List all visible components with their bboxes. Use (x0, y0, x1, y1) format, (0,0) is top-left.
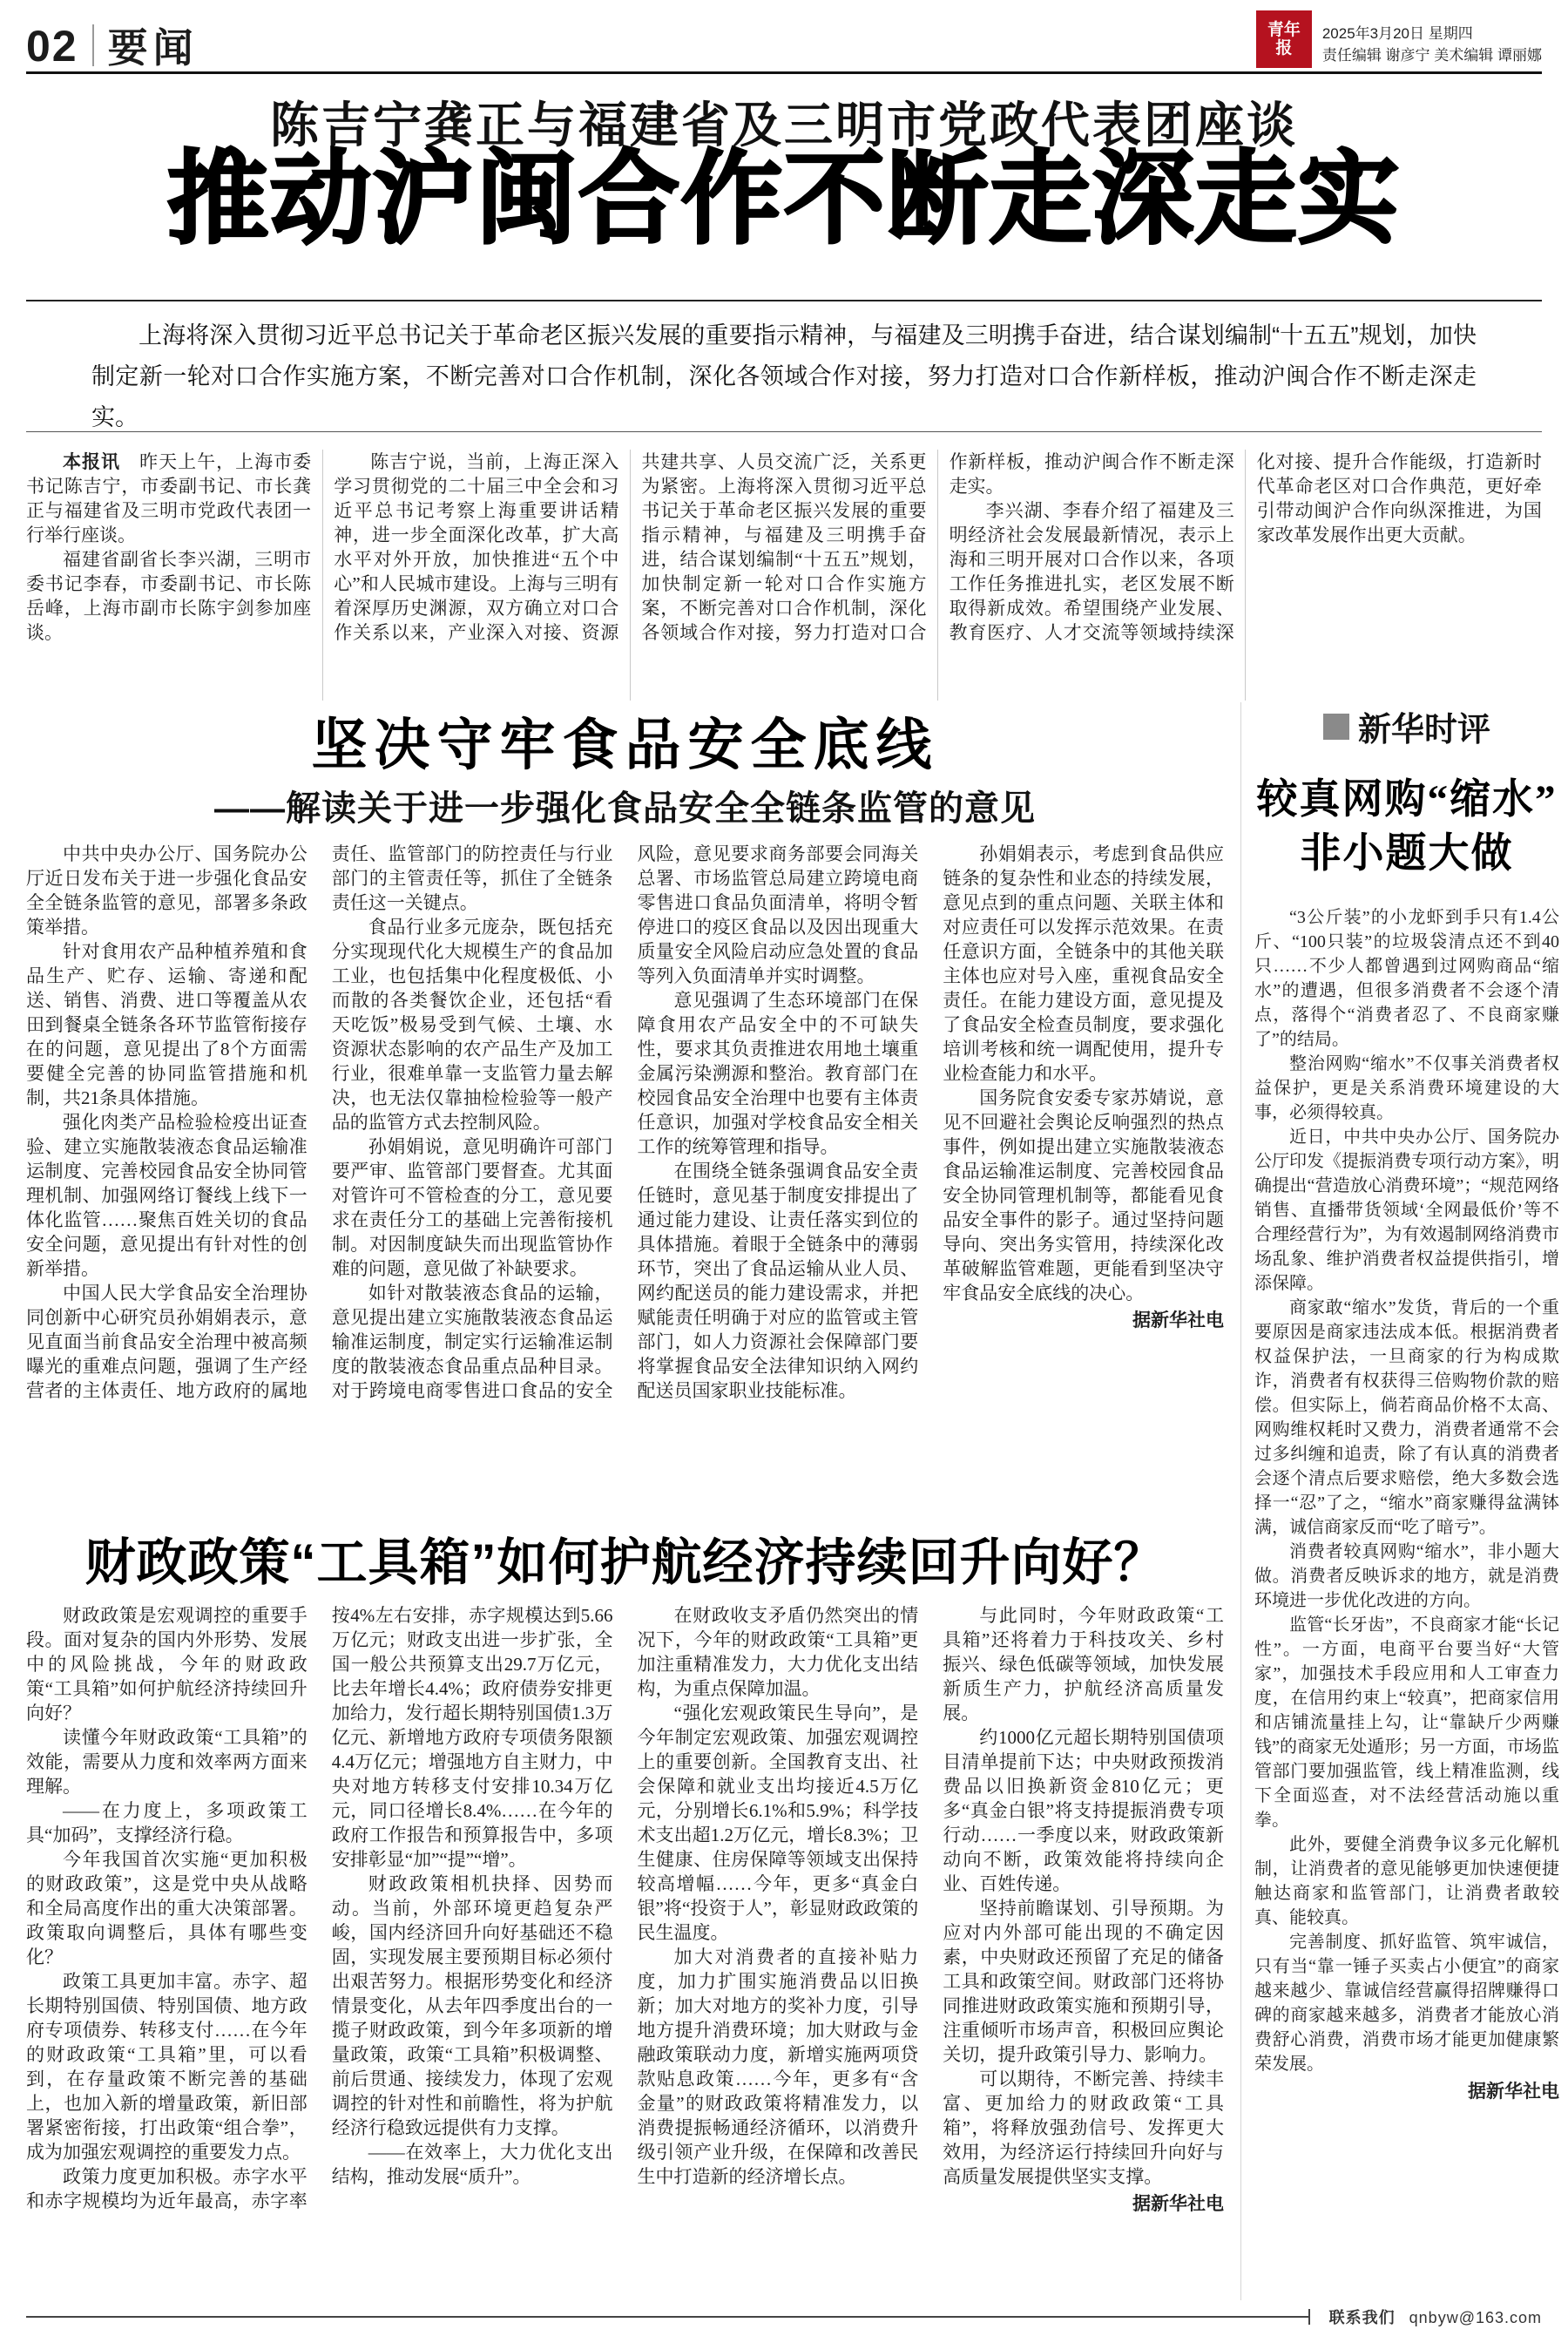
paragraph: “3公斤装”的小龙虾到手只有1.4公斤、“100只装”的垃圾袋清点还不到40只……不少人都曾遇到过网购商品“缩水”的遭遇，但很多消费者不会逐个清点，落得个“消费者忍了、不良商家赚了”的结局。 (1254, 908, 1559, 1049)
paragraph: 政策力度更加积极。赤字水平和赤字规模均为近年最高，赤字率按4%左右安排，赤字规模达到5.66万亿元；财政支出进一步扩张，全国一般公共预算支出29.7万亿元，比去年增长4.4%；政府债券安排更加给力，发行超长期特别国债1.3万亿元、新增地方政府专项债务限额4.4万亿元；增强地方自主财力，中央对地方转移支付安排10.34万亿元，同口径增长8.4%……在今年的政府工作报告和预算报告中，多项安排彰显“加”“提”“增”。 (26, 1605, 613, 2211)
paragraph: 监管“长牙齿”，不良商家才能“长记性”。一方面，电商平台要当好“大管家”，加强技术手段应用和人工审查力度，在信用约束上“较真”，把商家信用和店铺流量挂上勾，让“靠缺斤少两赚钱”的商家无处遁形；另一方面，市场监管部门要加强监管，线上精准监测，线下全面巡查，对不法经营活动施以重拳。 (1254, 1615, 1559, 1830)
paragraph: 读懂今年财政政策“工具箱”的效能，需要从力度和效率两方面来理解。 (26, 1727, 308, 1797)
commentary-body (1254, 905, 1559, 2104)
page-number: 02 (26, 22, 78, 71)
paragraph: 坚持前瞻谋划、引导预期。为应对内外部可能出现的不确定因素，中央财政还预留了充足的储备工具和政策空间。财政部门还将协同推进财政政策实施和预期引导，注重倾听市场声音，积极回应舆论关切，提升政策引导力、影响力。 (943, 1898, 1224, 2065)
intro-label: 本报讯 (63, 451, 140, 472)
header-divider (92, 24, 94, 66)
paragraph: 财政政策相机抉择、因势而动。当前，外部环境更趋复杂严峻，国内经济回升向好基础还不稳固，实现发展主要预期目标必须付出艰苦努力。根据形势变化和经济情景变化，从去年四季度出台的一揽子财政政策，到今年多项新的增量政策，政策“工具箱”积极调整、前后贯通、接续发力，体现了宏观调控的针对性和前瞻性，将为护航经济行稳致远提供有力支撑。 (331, 1873, 613, 2138)
header-rule (26, 71, 1542, 74)
intro-text: 昨天上午，上海市委书记陈吉宁，市委副书记、市长龚正与福建省及三明市党政代表团一行举行座谈。 (26, 451, 312, 545)
paragraph (26, 450, 311, 547)
paragraph: 强化肉类产品检验检疫出证查验、建立实施散装液态食品运输准运制度、完善校园食品安全协同管理机制、加强网络订餐线上线下一体化监管……聚焦百姓关切的食品安全问题，意见提出有针对性的创新举措。 (26, 1112, 308, 1279)
square-bullet-icon (1323, 714, 1349, 740)
masthead-logo (1256, 10, 1312, 68)
paragraph: 完善制度、抓好监管、筑牢诚信，只有当“靠一锤子买卖占小便宜”的商家越来越少、靠诚信经营赢得招牌赚得口碑的商家越来越多，消费者才能放心消费舒心消费，消费市场才能更加健康繁荣发展。 (1254, 1933, 1559, 2074)
section-title: 要闻 (107, 25, 199, 71)
footer-rule (26, 2316, 1308, 2318)
masthead-logo-text: 青年报 (1267, 21, 1301, 58)
lead-story-kicker: 陈吉宁龚正与福建省及三明市党政代表团座谈 (270, 98, 1298, 152)
paragraph: 如针对散装液态食品的运输，意见提出建立实施散装液态食品运输准运制度，制定实行运输准运制度的散装液态食品重点品种目录。对于跨境电商零售进口食品的安全风险，意见要求商务部要会同海关总署、市场监管总局建立跨境电商零售进口食品负面清单，将明令暂停进口的疫区食品以及因出现重大质量安全风险启动应急处置的食品等列入负面清单并实时调整。 (331, 843, 919, 1401)
sidebar-divider (1240, 702, 1241, 2300)
paragraph: 商家敢“缩水”发货，背后的一个重要原因是商家违法成本低。根据消费者权益保护法，一旦商家的行为构成欺诈，消费者有权获得三倍购物价款的赔偿。但实际上，倘若商品价格不太高、网购维权耗时又费力，消费者通常不会过多纠缠和追责，除了有认真的消费者会逐个清点后要求赔偿，绝大多数会选择一“忍”了之，“缩水”商家赚得盆满钵满，诚信商家反而“吃了暗亏”。 (1254, 1298, 1559, 1537)
contact-email[interactable]: qnbyw@163.com (1409, 2309, 1542, 2326)
paragraph: 加大对消费者的直接补贴力度，加力扩围实施消费品以旧换新；加大对地方的奖补力度，引导地方提升消费环境；加大财政与金融政策联动力度，新增实施两项贷款贴息政策……今年，更多有“含金量”的财政政策将精准发力，以消费提振畅通经济循环，以消费升级引领产业升级，在保障和改善民生中打造新的经济增长点。 (637, 1947, 919, 2187)
food-article-byline: 据新华社电 (1132, 1310, 1224, 1331)
date-line: 2025年3月20日 星期四 (1321, 25, 1473, 42)
paragraph: 在围绕全链条强调食品安全责任链时，意见基于制度安排提出了通过能力建设、让责任落实到位的具体措施。着眼于全链条中的薄弱环节，突出了食品运输从业人员、网约配送员的能力建设需求，并把赋能责任明确于对应的监管或主管部门，如人力资源社会保障部门要将掌握食品安全法律知识纳入网约配送员国家职业技能标准。 (637, 1161, 919, 1401)
masthead-meta (1322, 23, 1542, 68)
paragraph: ——在力度上，多项政策工具“加码”，支撑经济行稳。 (26, 1800, 308, 1845)
paragraph: 李兴湖、李春介绍了福建及三明经济社会发展最新情况，表示上海和三明开展对口合作以来，各项工作任务推进扎实，老区发展不断取得新成效。希望围绕产业发展、教育医疗、人才交流等领域持续深化对接、提升合作能级，打造新时代革命老区对口合作典范，更好牵引带动闽沪合作向纵深推进，为国家改革发展作出更大贡献。 (949, 451, 1542, 643)
paragraph: 福建省副省长李兴湖，三明市委书记李春，市委副书记、市长陈岳峰，上海市副市长陈宇剑参加座谈。 (26, 549, 312, 643)
paragraph: “强化宏观政策民生导向”，是今年制定宏观政策、加强宏观调控上的重要创新。全国教育支出、社会保障和就业支出均接近4.5万亿元，分别增长6.1%和5.9%；科学技术支出超1.2万亿元，增长8.3%；卫生健康、住房保障等领域支出保持较高增幅……今年，更多“真金白银”将“投资于人”，彰显财政政策的民生温度。 (637, 1703, 919, 1943)
commentary-title-line2: 非小题大做 (1300, 831, 1514, 877)
commentary-byline: 据新华社电 (1468, 2082, 1559, 2102)
paragraph: 消费者较真网购“缩水”，非小题大做。消费者反映诉求的地方，就是消费环境进一步优化改进的方向。 (1254, 1542, 1559, 1610)
paragraph: 中国人民大学食品安全治理协同创新中心研究员孙娟娟表示，意见直面当前食品安全治理中被高频曝光的重难点问题，强调了生产经营者的主体责任、地方政府的属地责任、监管部门的防控责任与行业部门的主管责任等，抓住了全链条责任这一关键点。 (26, 843, 613, 1401)
section-header (26, 22, 199, 71)
paragraph: 国务院食安委专家苏婧说，意见不回避社会舆论反响强烈的热点事件，例如提出建立实施散装液态食品运输准运制度、完善校园食品安全协同管理机制等，都能看见食品安全事件的影子。通过坚持问题导向、突出务实管用，持续深化改革破解监管难题，更能看到坚决守牢食品安全底线的决心。 (943, 1087, 1224, 1303)
food-article-title: 坚决守牢食品安全底线 (311, 714, 939, 776)
lead-story-headline: 推动沪闽合作不断走深走实 (167, 142, 1401, 255)
page-header (26, 10, 1542, 71)
paragraph: 在财政收支矛盾仍然突出的情况下，今年的财政政策“工具箱”更加注重精准发力，大力优化支出结构，为重点保障加温。 (637, 1605, 919, 1699)
paragraph: 中共中央办公厅、国务院办公厅近日发布关于进一步强化食品安全全链条监管的意见，部署多条政策举措。 (26, 843, 308, 938)
paragraph: 陈吉宁说，当前，上海正深入学习贯彻党的二十届三中全会和习近平总书记考察上海重要讲话精神，进一步全面深化改革，扩大高水平对外开放，加快推进“五个中心”和人民城市建设。上海与三明有着深厚历史渊源，双方确立对口合作关系以来，产业深入对接、资源共建共享、人员交流广泛，关系更为紧密。上海将深入贯彻习近平总书记关于革命老区振兴发展的重要指示精神，与福建及三明携手奋进，结合谋划编制“十五五”规划，加快制定新一轮对口合作实施方案，不断完善对口合作机制，深化各领域合作对接，努力打造对口合作新样板，推动沪闽合作不断走深走实。 (334, 451, 1234, 643)
paragraph: 政策工具更加丰富。赤字、超长期特别国债、特别国债、地方政府专项债券、转移支付……在今年的财政政策“工具箱”里，可以看到，在存量政策不断完善的基础上，也加入新的增量政策，新旧部署紧密衔接，打出政策“组合拳”，成为加强宏观调控的重要发力点。 (26, 1971, 308, 2163)
paragraph: 意见强调了生态环境部门在保障食用农产品安全中的不可缺失性，要求其负责推进农用地土壤重金属污染溯源和整治。教育部门在校园食品安全治理中也要有主体责任意识，加强对学校食品安全相关工作的统筹管理和指导。 (637, 990, 919, 1157)
paragraph: 针对食用农产品种植养殖和食品生产、贮存、运输、寄递和配送、销售、消费、进口等覆盖从农田到餐桌全链条各环节监管衔接存在的问题，意见提出了8个方面需要健全完善的协同监管措施和机制，共21条具体措施。 (26, 941, 308, 1108)
footer-tick (1308, 2309, 1310, 2325)
paragraph: 孙娟娟说，意见明确许可部门要严审、监管部门要督查。尤其面对管许可不管检查的分工，意见要求在责任分工的基础上完善衔接机制。对因制度缺失而出现监管协作难的问题，意见做了补缺要求。 (331, 1136, 613, 1279)
commentary-title (1254, 773, 1559, 881)
fiscal-article-paragraphs (26, 1603, 1224, 2217)
commentary-section-text: 新华时评 (1357, 712, 1490, 748)
paragraph: 今年我国首次实施“更加积极的财政政策”，这是党中央从战略和全局高度作出的重大决策部署。政策取向调整后，具体有哪些变化？ (26, 1849, 308, 1967)
fiscal-article-byline: 据新华社电 (1132, 2194, 1224, 2214)
paragraph: 财政政策是宏观调控的重要手段。面对复杂的国内外形势、发展中的风险挑战，今年的财政政策“工具箱”如何护航经济持续回升向好？ (26, 1605, 308, 1723)
paragraph: 可以期待，不断完善、持续丰富、更加给力的财政政策“工具箱”，将释放强劲信号、发挥更大效用，为经济运行持续回升向好与高质量发展提供坚实支撑。 (943, 2069, 1224, 2187)
page-footer (26, 2306, 1542, 2328)
lead-story-summary: 上海将深入贯彻习近平总书记关于革命老区振兴发展的重要指示精神，与福建及三明携手奋进，结合谋划编制“十五五”规划，加快制定新一轮对口合作实施方案，不断完善对口合作机制，深化各领域合作对接，努力打造对口合作新样板，推动沪闽合作不断走深走实。 (26, 300, 1542, 432)
food-article-body (26, 842, 1224, 1511)
paragraph: 与此同时，今年财政政策“工具箱”还将着力于科技攻关、乡村振兴、绿色低碳等领域，加快发展新质生产力，护航经济高质量发展。 (943, 1605, 1224, 1723)
paragraph: 此外，要健全消费争议多元化解机制，让消费者的意见能够更加快速便捷触达商家和监管部门，让消费者敢较真、能较真。 (1254, 1835, 1559, 1927)
commentary-title-line1: 较真网购“缩水” (1256, 777, 1558, 823)
fiscal-article-body (26, 1603, 1224, 2300)
paragraph: ——在效率上，大力优化支出结构，推动发展“质升”。 (331, 2142, 613, 2187)
food-article-subtitle: ——解读关于进一步强化食品安全全链条监管的意见 (214, 789, 1036, 828)
xinhua-commentary (1254, 702, 1559, 2300)
masthead (1256, 10, 1542, 68)
paragraph: 整治网购“缩水”不仅事关消费者权益保护，更是关系消费环境建设的大事，必须得较真。 (1254, 1054, 1559, 1122)
fiscal-article-title: 财政政策“工具箱”如何护航经济持续回升向好？ (84, 1534, 1166, 1591)
paragraph: 近日，中共中央办公厅、国务院办公厅印发《提振消费专项行动方案》，明确提出“营造放心消费环境”；“规范网络销售、直播带货领域‘全网最低价’等不合理经营行为”，为有效遏制网络消费市场乱象、维护消费者权益提供指引，增添保障。 (1254, 1127, 1559, 1293)
paragraph: 食品行业多元庞杂，既包括充分实现现代化大规模生产的食品加工业，也包括集中化程度极低、小而散的各类餐饮企业，还包括“看天吃饭”极易受到气候、土壤、水资源状态影响的农产品生产及加工行业，很难单靠一支监管力量去解决，也无法仅靠抽检检验等一般产品的监管方式去控制风险。 (331, 917, 613, 1133)
contact-label: 联系我们 (1328, 2309, 1396, 2326)
paragraph: 约1000亿元超长期特别国债项目清单提前下达；中央财政预拨消费品以旧换新资金810亿元；更多“真金白银”将支持提振消费专项行动……一季度以来，财政政策新动向不断，政策效能将持续向企业、百姓传递。 (943, 1727, 1224, 1894)
paragraph: 孙娟娟表示，考虑到食品供应链条的复杂性和业态的持续发展，意见点到的重点问题、关联主体和对应责任可以发挥示范效果。在责任意识方面，全链条中的其他关联主体也应对号入座，重视食品安全责任。在能力建设方面，意见提及了食品安全检查员制度，要求强化培训考核和统一调配使用，提升专业检查能力和水平。 (943, 843, 1224, 1084)
commentary-section-label (1254, 702, 1559, 750)
commentary-paragraphs (1254, 905, 1559, 2076)
editors-line: 责任编辑 谢彦宁 美术编辑 谭丽娜 (1321, 47, 1542, 64)
footer-contact (1329, 2306, 1542, 2328)
lead-story-body (26, 450, 1542, 701)
